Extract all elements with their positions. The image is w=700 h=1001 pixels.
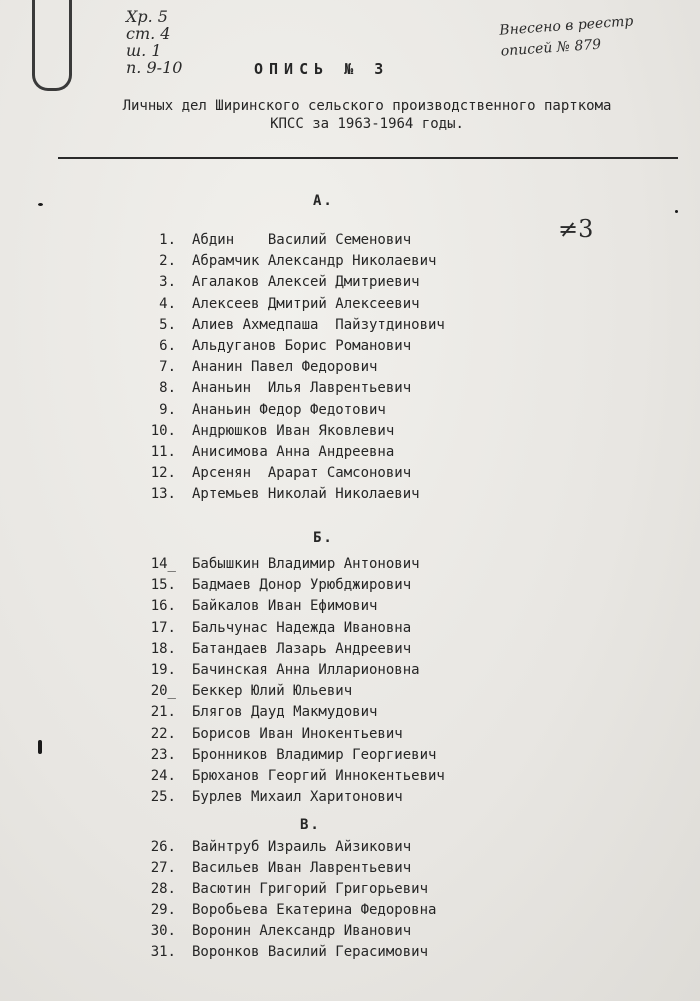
entry-name: Байкалов Иван Ефимович [192,598,378,615]
list-item [130,787,600,808]
entry-number: 17. [150,619,176,636]
storage-note: п. 9-10 [126,58,183,77]
list-item [130,442,600,463]
handwritten-mark: ≠3 [558,215,594,243]
list-item [130,251,600,272]
document-title: ОПИСЬ № 3 [254,60,390,78]
entry-number: 23. [150,746,176,763]
handwritten-storage-notes [126,8,182,76]
entry-name: Алиев Ахмедпаша Пайзутдинович [192,316,445,333]
paper-speck [38,740,42,754]
list-item [130,879,600,900]
list-item [130,766,600,787]
list-item [130,575,600,596]
entry-name: Беккер Юлий Юльевич [192,683,353,700]
storage-note: ш. 1 [126,41,162,60]
entry-number: 28. [150,881,176,897]
list-item [130,837,600,858]
entry-number: 26. [150,839,176,855]
list-item [130,745,600,766]
entry-number: 24. [150,768,176,784]
entry-number: 2. [159,253,176,270]
entry-number: 3. [159,274,176,291]
entry-name: Арсенян Арарат Самсонович [192,465,412,482]
list-item [130,702,600,723]
list-item [130,400,600,421]
entry-number: 5. [159,316,176,333]
registry-note-line: описей № 879 [500,36,602,60]
entry-number: 31. [150,944,176,960]
entry-number: 22. [150,725,176,742]
document-subtitle [87,97,647,133]
entry-number: 10. [150,422,176,439]
entry-name: Ананин Павел Федорович [192,359,378,376]
entry-number: 9. [159,401,176,418]
entry-name: Абрамчик Александр Николаевич [192,253,437,270]
list-item [130,484,600,505]
list-item [130,618,600,639]
entry-name: Бальчунас Надежда Ивановна [192,619,412,636]
registry-note-line: Внесено в реестр [498,13,634,39]
list-item [130,554,600,575]
paper-speck [38,203,43,206]
entry-number: 30. [150,923,176,939]
list-item [130,596,600,617]
list-item [130,858,600,879]
entry-name: Васильев Иван Лаврентьевич [192,860,412,876]
entry-name: Воронин Александр Иванович [192,923,412,939]
list-item [130,357,600,378]
entry-number: 7. [159,359,176,376]
list-item [130,230,600,251]
entry-name: Бадмаев Донор Урюбджирович [192,577,412,594]
entry-number: 12. [150,465,176,482]
paper-speck [675,210,678,213]
entry-name: Воронков Василий Герасимович [192,944,429,960]
entry-number: 8. [159,380,176,397]
handwritten-registry-note [499,11,636,62]
storage-note: ст. 4 [126,24,171,43]
entry-name: Вайнтруб Израиль Айзикович [192,839,412,855]
entry-name: Бурлев Михаил Харитонович [192,789,403,806]
list-item [130,294,600,315]
list-item [130,900,600,921]
section-letter: Б. [313,530,334,546]
subtitle-line: КПСС за 1963-1964 годы. [270,116,464,132]
entry-number: 21. [150,704,176,721]
entry-name: Ананьин Илья Лаврентьевич [192,380,412,397]
list-item [130,942,600,963]
entry-name: Андрюшков Иван Яковлевич [192,422,395,439]
entry-name: Борисов Иван Инокентьевич [192,725,403,742]
entry-name: Брюханов Георгий Иннокентьевич [192,768,445,784]
entry-name: Абдин Василий Семенович [192,232,412,248]
list-item [130,463,600,484]
storage-note: Хр. 5 [126,7,168,26]
list-item [130,336,600,357]
list-item [130,315,600,336]
entry-name: Агалаков Алексей Дмитриевич [192,274,420,291]
subtitle-line: Личных дел Ширинского сельского производственного парткома [122,98,612,114]
list-item [130,639,600,660]
entry-name: Артемьев Николай Николаевич [192,486,420,503]
header-divider [58,157,678,159]
section-letter: А. [313,193,334,209]
entry-number: 13. [150,486,176,503]
section-letter: В. [300,817,321,833]
list-item [130,660,600,681]
entry-name: Ананьин Федор Федотович [192,401,386,418]
entry-number: 25. [150,789,176,806]
entry-number: 18. [150,640,176,657]
entry-name: Альдуганов Борис Романович [192,338,412,354]
entry-name: Бачинская Анна Илларионовна [192,662,420,678]
list-item [130,421,600,442]
entry-number: 11. [150,444,176,460]
entry-name: Батандаев Лазарь Андреевич [192,640,412,657]
list-item [130,724,600,745]
entry-name: Воробьева Екатерина Федоровна [192,902,437,918]
entry-name: Васютин Григорий Григорьевич [192,881,429,897]
entry-number: 6. [159,338,176,354]
entry-number: 19. [150,662,176,678]
paper-clip [32,0,72,91]
list-item [130,681,600,702]
list-item [130,921,600,942]
entry-name: Блягов Дауд Макмудович [192,704,378,721]
list-item [130,272,600,293]
entry-number: 4. [159,295,176,312]
list-item [130,378,600,399]
entry-number: 20_ [150,683,176,700]
entry-number: 14_ [150,556,176,572]
entry-number: 15. [150,577,176,594]
entry-name: Анисимова Анна Андреевна [192,444,395,460]
entry-number: 1. [159,232,176,248]
entry-name: Бабышкин Владимир Антонович [192,556,420,572]
entry-name: Бронников Владимир Георгиевич [192,746,437,763]
entry-number: 16. [150,598,176,615]
entry-number: 29. [150,902,176,918]
entry-name: Алексеев Дмитрий Алексеевич [192,295,420,312]
entry-number: 27. [150,860,176,876]
